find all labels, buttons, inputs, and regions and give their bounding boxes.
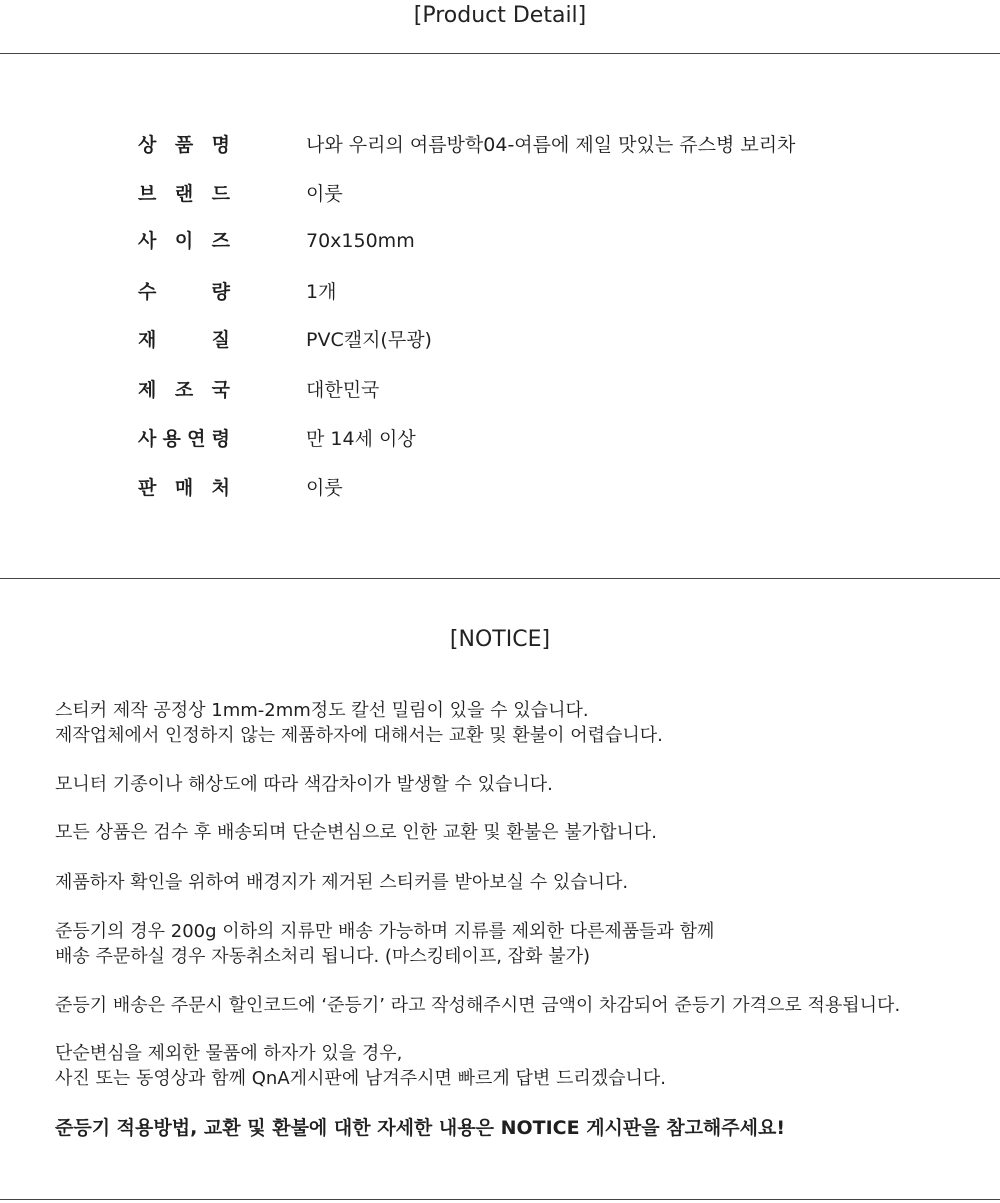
spec-label — [138, 424, 230, 454]
spec-label-char: 령 — [211, 428, 230, 450]
spec-label-char: 이 — [174, 230, 194, 252]
spec-label-char: 사 — [138, 428, 157, 450]
notice-line: 제품하자 확인을 위하여 배경지가 제거된 스티커를 받아보실 수 있습니다. — [55, 872, 629, 893]
spec-label — [138, 473, 230, 503]
spec-label-char: 사 — [138, 230, 157, 252]
spec-value: 대한민국 — [306, 379, 380, 401]
notice-line: 스티커 제작 공정상 1mm-2mm정도 칼선 밀림이 있을 수 있습니다. — [55, 700, 589, 721]
spec-label-char: 조 — [174, 379, 194, 401]
spec-label-char: 연 — [187, 428, 206, 450]
spec-row — [138, 277, 898, 307]
spec-label-char: 명 — [211, 134, 230, 156]
spec-label-char: 품 — [174, 134, 194, 156]
spec-label-char: 용 — [162, 428, 181, 450]
notice-line: 모니터 기종이나 해상도에 따라 색감차이가 발생할 수 있습니다. — [55, 774, 553, 795]
spec-row — [138, 179, 898, 209]
spec-label-char: 매 — [174, 477, 194, 499]
notice-line: 제작업체에서 인정하지 않는 제품하자에 대해서는 교환 및 환불이 어렵습니다. — [55, 725, 663, 746]
spec-row — [138, 130, 898, 160]
spec-row — [138, 424, 898, 454]
spec-label-char: 량 — [211, 281, 230, 303]
spec-value: 1개 — [306, 281, 337, 303]
notice-line: 배송 주문하실 경우 자동취소처리 됩니다. (마스킹테이프, 잡화 불가) — [55, 946, 591, 967]
spec-label-char: 국 — [211, 379, 230, 401]
spec-row — [138, 473, 898, 503]
spec-label-char: 질 — [211, 329, 230, 351]
notice-line: 준등기의 경우 200g 이하의 지류만 배송 가능하며 지류를 제외한 다른제품들과 함께 — [55, 921, 715, 942]
spec-label-char: 드 — [211, 183, 230, 205]
spec-value: 이룻 — [306, 477, 343, 499]
notice-emphasis-line: 준등기 적용방법, 교환 및 환불에 대한 자세한 내용은 NOTICE 게시판을 참고해주세요! — [55, 1117, 786, 1139]
spec-label-char: 랜 — [174, 183, 194, 205]
divider — [0, 53, 1000, 54]
spec-row — [138, 375, 898, 405]
spec-label — [138, 130, 230, 160]
notice-line: 사진 또는 동영상과 함께 QnA게시판에 남겨주시면 빠르게 답변 드리겠습니다. — [55, 1068, 667, 1089]
notice-title: [NOTICE] — [449, 627, 551, 652]
spec-label-char: 판 — [138, 477, 157, 499]
spec-row — [138, 325, 898, 355]
spec-value: 70x150mm — [306, 230, 415, 252]
spec-label-char: 즈 — [211, 230, 230, 252]
spec-label — [138, 277, 230, 307]
spec-label — [138, 179, 230, 209]
product-detail-title: [Product Detail] — [413, 3, 587, 28]
spec-label-char: 수 — [138, 281, 157, 303]
spec-label-char: 처 — [211, 477, 230, 499]
spec-label-char: 재 — [138, 329, 157, 351]
spec-label-char: 제 — [138, 379, 157, 401]
spec-label — [138, 325, 230, 355]
spec-label-char: 상 — [138, 134, 157, 156]
spec-value: 이룻 — [306, 183, 343, 205]
spec-label-char: 브 — [138, 183, 157, 205]
spec-value: 만 14세 이상 — [306, 428, 416, 450]
spec-label — [138, 226, 230, 256]
spec-value: 나와 우리의 여름방학04-여름에 제일 맛있는 쥬스병 보리차 — [306, 134, 796, 156]
divider — [0, 1199, 1000, 1200]
divider — [0, 578, 1000, 579]
notice-line: 준등기 배송은 주문시 할인코드에 ‘준등기’ 라고 작성해주시면 금액이 차감되어 준등기 가격으로 적용됩니다. — [55, 995, 901, 1016]
notice-line: 모든 상품은 검수 후 배송되며 단순변심으로 인한 교환 및 환불은 불가합니다. — [55, 822, 657, 843]
spec-row — [138, 226, 898, 256]
spec-label — [138, 375, 230, 405]
spec-value: PVC캘지(무광) — [306, 329, 432, 351]
notice-line: 단순변심을 제외한 물품에 하자가 있을 경우, — [55, 1043, 403, 1064]
